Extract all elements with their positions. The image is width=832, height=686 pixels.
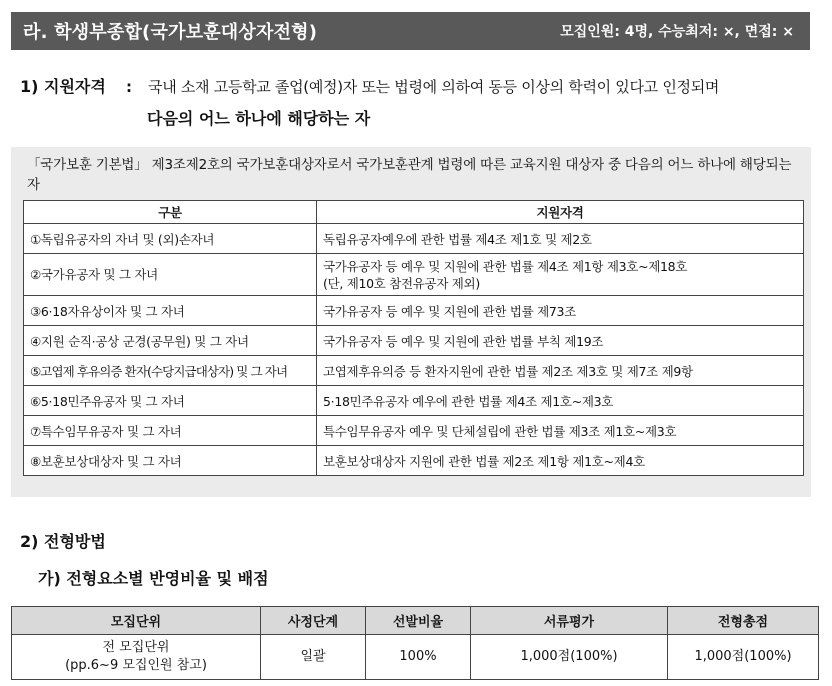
table-row (24, 296, 804, 326)
cell-unit-line2: (pp.6~9 모집인원 참고) (65, 658, 207, 673)
qualification-label: 1) 지원자격 (20, 77, 106, 96)
row-qualification-line1: 국가유공자 등 예우 및 지원에 관한 법률 제4조 제1항 제3호~제18호 (323, 258, 688, 274)
recruitment-summary: 모집인원: 4명, 수능최저: ×, 면접: × (560, 24, 794, 40)
qualification-text-line1: 국내 소재 고등학교 졸업(예정)자 또는 법령에 의하여 동등 이상의 학력이 있다고 인정되며 (148, 78, 720, 96)
table-row (24, 386, 804, 416)
cell-total: 1,000점(100%) (668, 635, 819, 680)
selection-header-row (12, 607, 819, 635)
row-qualification: 5·18민주유공자 예우에 관한 법률 제4조 제1호~제3호 (317, 386, 804, 416)
header-unit: 모집단위 (12, 607, 261, 635)
cell-stage: 일괄 (261, 635, 366, 680)
cell-ratio: 100% (366, 635, 471, 680)
header-stage: 사정단계 (261, 607, 366, 635)
table-row (24, 416, 804, 446)
table-row (24, 326, 804, 356)
row-category: ⑤고엽제 후유의증 환자(수당지급대상자) 및 그 자녀 (24, 356, 317, 386)
eligibility-box (11, 147, 811, 497)
header-category: 구분 (24, 201, 317, 224)
ratio-subheading: 가) 전형요소별 반영비율 및 배점 (38, 569, 269, 588)
selection-ratio-table (11, 606, 819, 680)
row-category: ③6·18자유상이자 및 그 자녀 (24, 296, 317, 326)
eligibility-header-row (24, 201, 804, 224)
row-qualification (317, 254, 804, 296)
row-category: ⑥5·18민주유공자 및 그 자녀 (24, 386, 317, 416)
row-category: ⑦특수임무유공자 및 그 자녀 (24, 416, 317, 446)
qualification-colon: : (126, 78, 132, 96)
row-qualification: 국가유공자 등 예우 및 지원에 관한 법률 제73조 (317, 296, 804, 326)
row-category: ①독립유공자의 자녀 및 (외)손자녀 (24, 224, 317, 254)
selection-method-heading: 2) 전형방법 (20, 532, 106, 551)
row-qualification: 보훈보상대상자 지원에 관한 법률 제2조 제1항 제1호~제4호 (317, 446, 804, 476)
row-category: ⑧보훈보상대상자 및 그 자녀 (24, 446, 317, 476)
row-category: ④지원 순직·공상 군경(공무원) 및 그 자녀 (24, 326, 317, 356)
eligibility-table (23, 200, 804, 476)
header-qualification: 지원자격 (317, 201, 804, 224)
qualification-section (20, 74, 820, 129)
row-qualification: 독립유공자예우에 관한 법률 제4조 제1호 및 제2호 (317, 224, 804, 254)
cell-unit-line1: 전 모집단위 (102, 640, 170, 655)
section-header-bar (11, 12, 810, 50)
row-category: ②국가유공자 및 그 자녀 (24, 254, 317, 296)
row-qualification: 고엽제후유의증 등 환자지원에 관한 법률 제2조 제3호 및 제7조 제9항 (317, 356, 804, 386)
cell-document: 1,000점(100%) (471, 635, 668, 680)
table-row (24, 254, 804, 296)
cell-unit (12, 635, 261, 680)
section-title: 라. 학생부종합(국가보훈대상자전형) (23, 22, 318, 43)
header-ratio: 선발비율 (366, 607, 471, 635)
table-row (24, 446, 804, 476)
header-document: 서류평가 (471, 607, 668, 635)
row-qualification-line2: (단, 제10호 참전유공자 제외) (323, 275, 480, 291)
table-row (24, 224, 804, 254)
table-row (24, 356, 804, 386)
row-qualification: 국가유공자 등 예우 및 지원에 관한 법률 부칙 제19조 (317, 326, 804, 356)
table-row (12, 635, 819, 680)
eligibility-intro: 「국가보훈 기본법」 제3조제2호의 국가보훈대상자로서 국가보훈관계 법령에 따른 교육지원 대상자 중 다음의 어느 하나에 해당되는 자 (27, 157, 792, 193)
qualification-text-line2: 다음의 어느 하나에 해당하는 자 (147, 109, 371, 128)
header-total: 전형총점 (668, 607, 819, 635)
row-qualification: 특수임무유공자 예우 및 단체설립에 관한 법률 제3조 제1호~제3호 (317, 416, 804, 446)
